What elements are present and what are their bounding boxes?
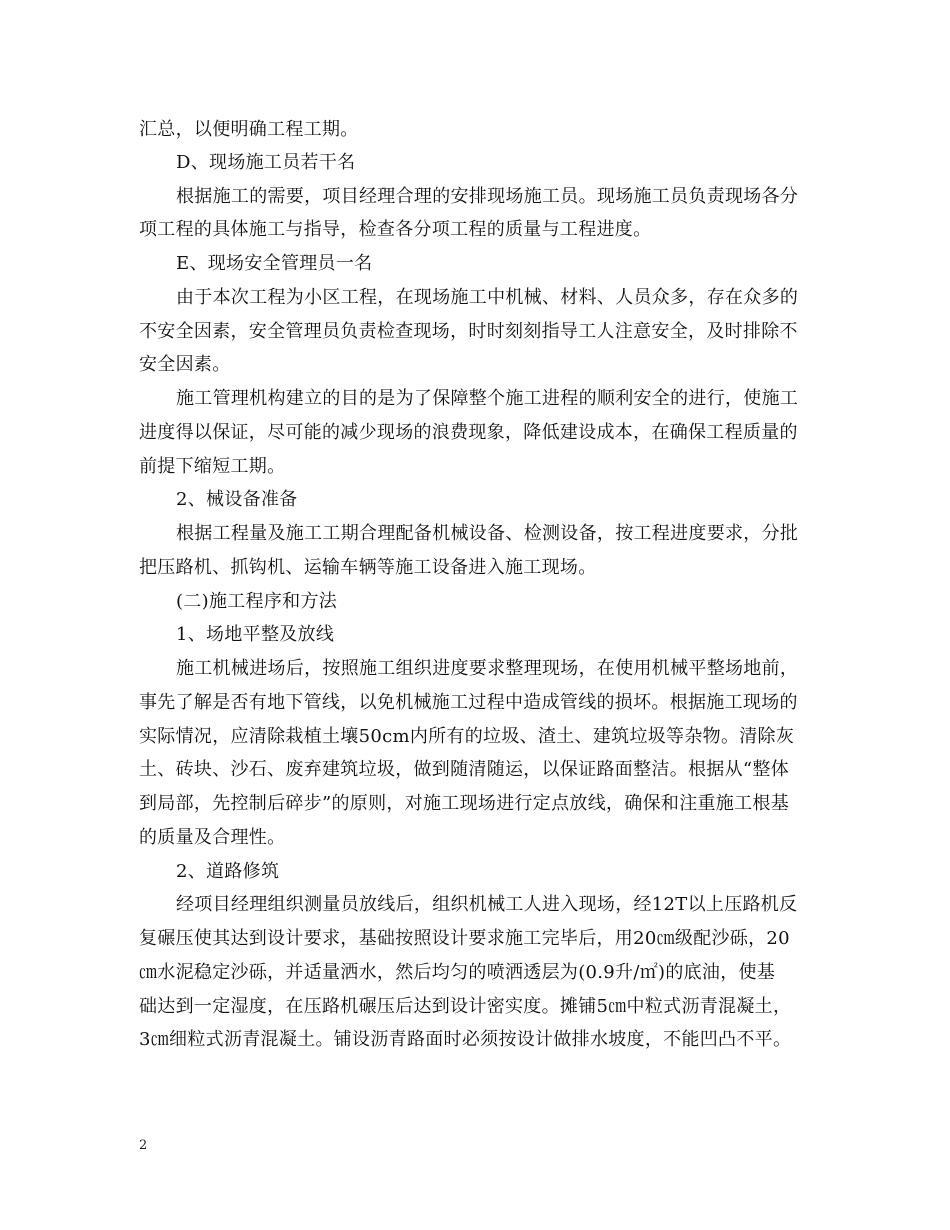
text-line: 3㎝细粒式沥青混凝土。铺设沥青路面时必须按设计做排水坡度，不能凹凸不平。 [139, 1029, 792, 1050]
section-heading: 2、械设备准备 [176, 489, 298, 510]
text-line: 不安全因素，安全管理员负责检查现场，时时刻刻指导工人注意安全，及时排除不 [139, 321, 798, 342]
text-line: 项工程的具体施工与指导，检查各分项工程的质量与工程进度。 [139, 219, 652, 240]
text-line: 进度得以保证，尽可能的减少现场的浪费现象，降低建设成本，在确保工程质量的 [139, 422, 798, 443]
text-line: 施工管理机构建立的目的是为了保障整个施工进程的顺利安全的进行，使施工 [176, 388, 799, 409]
text-line: 由于本次工程为小区工程，在现场施工中机械、材料、人员众多，存在众多的 [176, 287, 799, 308]
page-number: 2 [139, 1138, 148, 1153]
section-heading: 1、场地平整及放线 [176, 624, 335, 645]
text-line: ㎝水泥稳定沙砾，并适量洒水，然后均匀的喷洒透层为(0.9升/㎡)的底油，使基 [139, 962, 776, 983]
section-heading: (二)施工程序和方法 [176, 591, 338, 612]
text-line: 事先了解是否有地下管线，以免机械施工过程中造成管线的损坏。根据施工现场的 [139, 692, 798, 713]
section-heading: D、现场施工员若干名 [176, 152, 356, 173]
text-line: 经项目经理组织测量员放线后，组织机械工人进入现场，经12T以上压路机反 [176, 894, 798, 915]
text-line: 础达到一定湿度，在压路机碾压后达到设计密实度。摊铺5㎝中粒式沥青混凝土， [139, 996, 792, 1017]
text-line: 实际情况，应清除栽植土壤50cm内所有的垃圾、渣土、建筑垃圾等杂物。清除灰 [139, 726, 795, 747]
text-line: 前提下缩短工期。 [139, 456, 286, 477]
section-heading: 2、道路修筑 [176, 861, 280, 882]
text-line: 汇总，以便明确工程工期。 [139, 119, 359, 140]
text-line: 到局部，先控制后碎步”的原则，对施工现场进行定点放线，确保和注重施工根基 [139, 793, 789, 814]
section-heading: E、现场安全管理员一名 [176, 253, 373, 274]
text-line: 根据施工的需要，项目经理合理的安排现场施工员。现场施工员负责现场各分 [176, 186, 799, 207]
text-line: 施工机械进场后，按照施工组织进度要求整理现场，在使用机械平整场地前， [176, 658, 799, 679]
text-line: 安全因素。 [139, 354, 231, 375]
text-line: 把压路机、抓钩机、运输车辆等施工设备进入施工现场。 [139, 557, 597, 578]
text-line: 复碾压使其达到设计要求，基础按照设计要求施工完毕后，用20㎝级配沙砾，20 [139, 928, 790, 949]
text-line: 的质量及合理性。 [139, 827, 286, 848]
text-line: 土、砖块、沙石、废弃建筑垃圾，做到随清随运，以保证路面整洁。根据从“整体 [139, 759, 789, 780]
text-line: 根据工程量及施工工期合理配备机械设备、检测设备，按工程进度要求，分批 [176, 523, 799, 544]
